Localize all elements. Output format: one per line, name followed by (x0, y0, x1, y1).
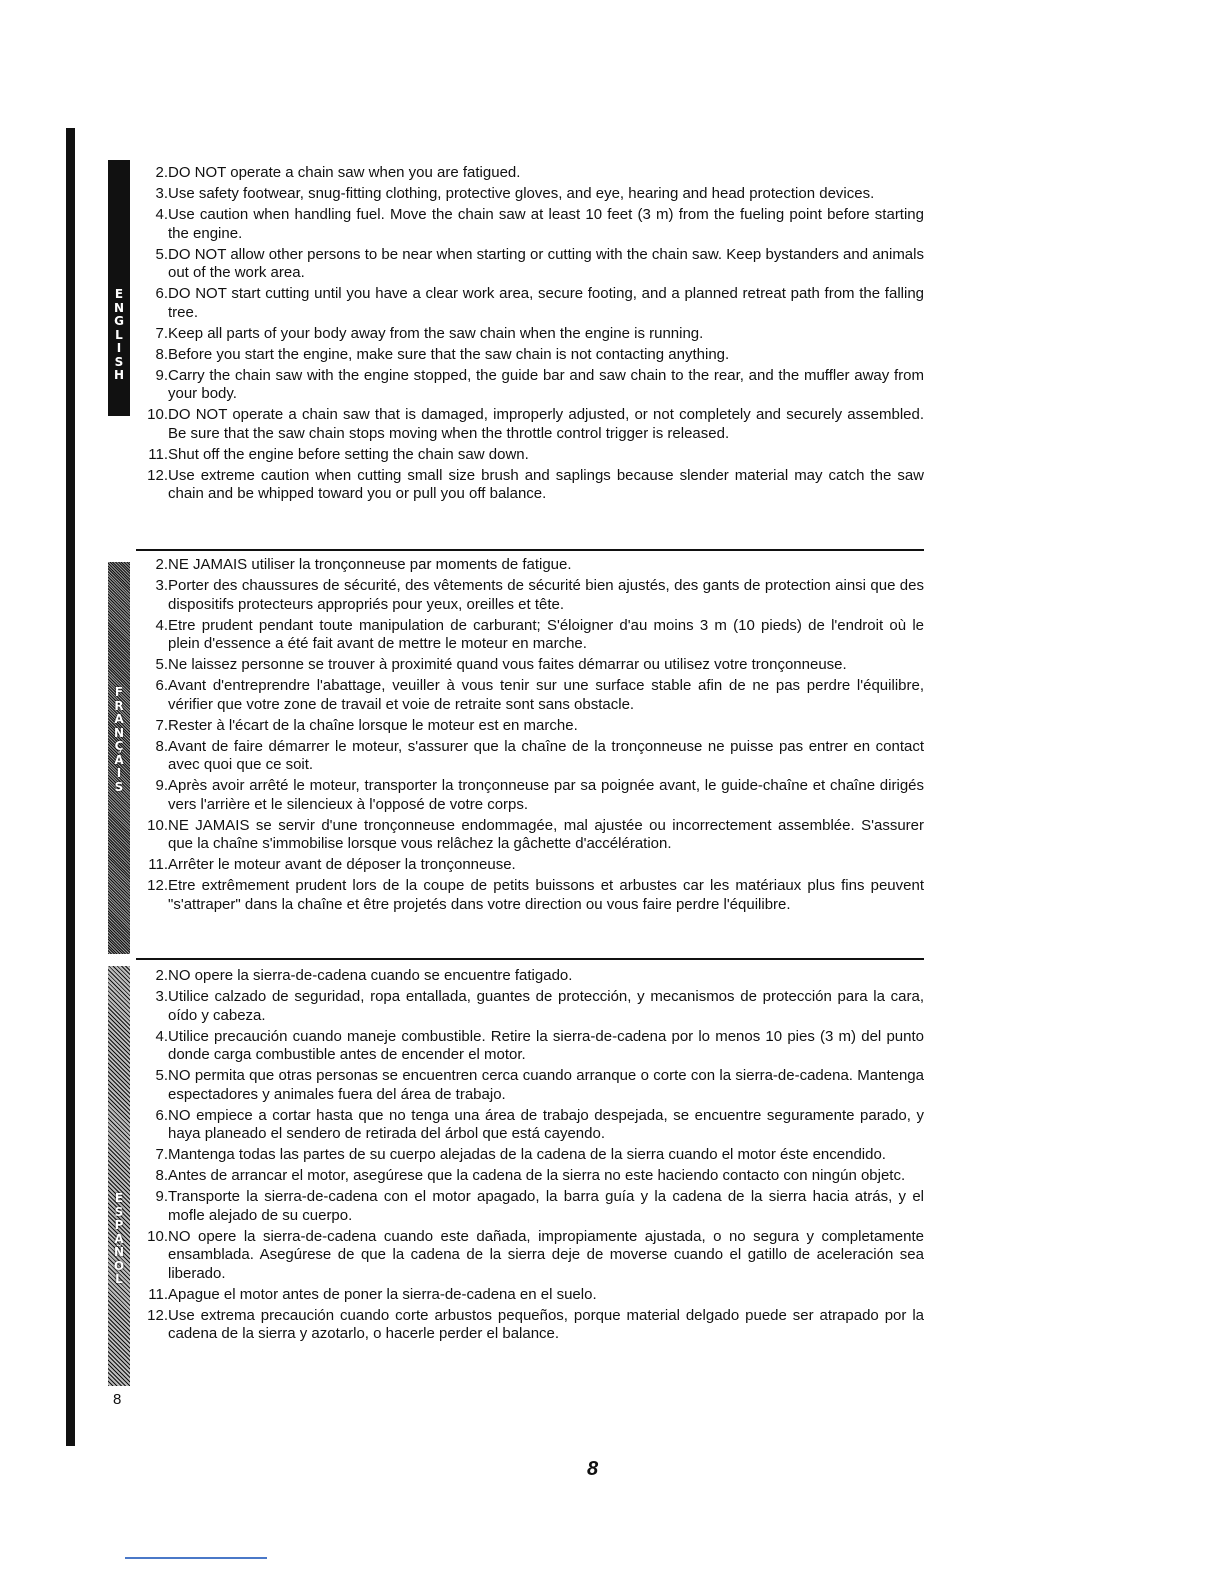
item-number (132, 185, 168, 204)
language-tab-spanish (108, 966, 130, 1386)
item-number-text: 9. (155, 777, 168, 794)
item-number-text: 2. (155, 967, 168, 984)
item-number (132, 325, 168, 344)
item-number-text: 4. (155, 616, 168, 634)
list-item (132, 738, 924, 775)
list-item (132, 406, 924, 443)
item-text: NE JAMAIS utiliser la tronçonneuse par moments de fatigue. (168, 556, 572, 573)
item-text: Use extrema precaución cuando corte arbustos pequeños, porque material delgado puede ser atrapado por la cadena de la sierra y azotarlo, o hacerle perder el balance. (168, 1306, 924, 1342)
binding-bar (66, 128, 75, 1446)
list-item (132, 206, 924, 243)
item-number-text: 4. (155, 206, 168, 223)
list-item (132, 577, 924, 614)
list-item (132, 346, 924, 365)
item-number (132, 246, 168, 283)
list-item (132, 446, 924, 465)
item-number-text: 12. (147, 466, 168, 484)
item-number (132, 285, 168, 322)
language-tab-label: E N G L I S H (113, 287, 125, 382)
item-text: Etre extrêmement prudent lors de la coupe de petits buissons et arbustes car les matériaux plus fins peuvent "s'attraper" dans la chaîne et être projetés dans votre direction ou vous faire perdre l'équilibre. (168, 877, 924, 913)
section-divider (136, 958, 924, 960)
item-number (132, 467, 168, 504)
item-number-text: 8. (155, 345, 168, 363)
item-number-text: 10. (147, 1227, 168, 1245)
item-number (132, 856, 168, 875)
item-text: Antes de arrancar el motor, asegúrese que la cadena de la sierra no este haciendo contacto con ningún objetc. (168, 1167, 906, 1184)
item-number (132, 1228, 168, 1284)
list-item (132, 1188, 924, 1225)
language-tab-french (108, 562, 130, 954)
spanish-safety-list (132, 967, 924, 1344)
list-item (132, 246, 924, 283)
list-item (132, 717, 924, 736)
item-number (132, 1028, 168, 1065)
list-item (132, 877, 924, 914)
item-number-text: 12. (147, 877, 168, 894)
item-number-text: 7. (155, 716, 168, 734)
item-text: Transporte la sierra-de-cadena con el motor apagado, la barra guía y la cadena de la sierra hacia atrás, y el mofle alejado de su cuerpo. (168, 1188, 924, 1224)
item-text: Use safety footwear, snug-fitting clothing, protective gloves, and eye, hearing and head protection devices. (168, 185, 875, 202)
item-number-text: 6. (155, 285, 168, 302)
item-text: Etre prudent pendant toute manipulation de carburant; S'éloigner d'au moins 3 m (10 pieds) de l'endroit où le plein d'essence a été fait avant de mettre le moteur en marche. (168, 616, 924, 652)
list-item (132, 617, 924, 654)
item-number-text: 11. (148, 856, 168, 873)
list-item (132, 467, 924, 504)
item-number-text: 8. (155, 1167, 168, 1184)
list-item (132, 367, 924, 404)
item-number (132, 988, 168, 1025)
item-text: NO opere la sierra-de-cadena cuando este dañada, impropiamente ajustada, o no segura y completamente ensamblada. Asegúrese de que la cadena de la sierra deje de moverse cuando el gatillo de aceleración sea liberado. (168, 1227, 924, 1282)
item-text: DO NOT operate a chain saw when you are fatigued. (168, 164, 521, 181)
french-safety-list (132, 556, 924, 914)
spanish-safety-section (132, 967, 924, 1346)
item-number (132, 406, 168, 443)
item-text: Shut off the engine before setting the chain saw down. (168, 445, 529, 463)
item-number (132, 164, 168, 183)
list-item (132, 856, 924, 875)
list-item (132, 164, 924, 183)
english-safety-section (132, 164, 924, 506)
item-number-text: 10. (147, 406, 168, 423)
item-text: Mantenga todas las partes de su cuerpo alejadas de la cadena de la sierra cuando el motor éste encendido. (168, 1146, 886, 1163)
item-text: Use extreme caution when cutting small size brush and saplings because slender material may catch the saw chain and be whipped toward you or pull you off balance. (168, 466, 924, 502)
item-number (132, 1286, 168, 1305)
item-number-text: 11. (148, 445, 168, 463)
item-text: Before you start the engine, make sure that the saw chain is not contacting anything. (168, 345, 730, 363)
item-number-text: 5. (155, 245, 168, 263)
item-text: NO empiece a cortar hasta que no tenga una área de trabajo despejada, se encuentre seguramente parado, y haya planeado el sendero de retirada del árbol que está cayendo. (168, 1106, 924, 1142)
item-number-text: 7. (155, 324, 168, 342)
list-item (132, 1286, 924, 1305)
item-number (132, 206, 168, 243)
item-text: Apague el motor antes de poner la sierra-de-cadena en el suelo. (168, 1285, 597, 1303)
list-item (132, 1167, 924, 1186)
list-item (132, 1146, 924, 1165)
item-text: DO NOT allow other persons to be near when starting or cutting with the chain saw. Keep bystanders and animals out of the work area. (168, 245, 924, 281)
item-number (132, 346, 168, 365)
item-number (132, 967, 168, 986)
list-item (132, 967, 924, 986)
item-number-text: 11. (148, 1285, 168, 1303)
section-divider (136, 549, 924, 551)
item-number-text: 10. (147, 816, 168, 834)
item-text: Ne laissez personne se trouver à proximité quand vous faites démarrar ou utilisez votre tronçonneuse. (168, 656, 847, 673)
list-item (132, 556, 924, 575)
item-number (132, 1167, 168, 1186)
item-text: NO permita que otras personas se encuentren cerca cuando arranque o corte con la sierra-de-cadena. Mantenga espectadores y animales fuera del área de trabajo. (168, 1067, 924, 1103)
item-text: DO NOT operate a chain saw that is damaged, improperly adjusted, or not completely and securely assembled. Be sure that the saw chain stops moving when the throttle control trigger is released. (168, 406, 924, 442)
list-item (132, 1067, 924, 1104)
item-text: Utilice precaución cuando maneje combustible. Retire la sierra-de-cadena por lo menos 10 pies (3 m) del punto donde carga combustible antes de encender el motor. (168, 1027, 924, 1063)
item-number (132, 556, 168, 575)
item-text: Avant de faire démarrer le moteur, s'assurer que la chaîne de la tronçonneuse ne puisse pas entrer en contact avec quoi que ce soit. (168, 737, 924, 773)
item-text: NO opere la sierra-de-cadena cuando se encuentre fatigado. (168, 967, 573, 984)
english-safety-list (132, 164, 924, 504)
item-number-text: 2. (155, 556, 168, 573)
item-number-text: 3. (155, 988, 168, 1005)
list-item (132, 1028, 924, 1065)
item-number-text: 9. (155, 366, 168, 384)
item-number (132, 777, 168, 814)
item-number (132, 1067, 168, 1104)
item-number (132, 677, 168, 714)
item-number-text: 7. (155, 1146, 168, 1163)
item-number (132, 446, 168, 465)
list-item (132, 285, 924, 322)
item-text: Avant d'entreprendre l'abattage, veuiller à vous tenir sur une surface stable afin de ne pas perdre l'équilibre, vérifier que votre zone de travail et voie de retraite sont sans obstacle. (168, 677, 924, 713)
page-number: 8 (587, 1458, 599, 1480)
item-number (132, 656, 168, 675)
item-text: Arrêter le moteur avant de déposer la tronçonneuse. (168, 856, 516, 873)
list-item (132, 817, 924, 854)
item-number-text: 12. (147, 1306, 168, 1324)
list-item (132, 1228, 924, 1284)
item-text: Après avoir arrêté le moteur, transporter la tronçonneuse par sa poignée avant, le guide-chaîne et chaîne dirigés vers l'arrière et le silencieux à l'opposé de votre corps. (168, 777, 924, 813)
list-item (132, 185, 924, 204)
item-number-text: 8. (155, 737, 168, 755)
list-item (132, 325, 924, 344)
item-text: Rester à l'écart de la chaîne lorsque le moteur est en marche. (168, 716, 578, 734)
list-item (132, 988, 924, 1025)
item-number (132, 877, 168, 914)
language-tab-english (108, 160, 130, 416)
item-number (132, 717, 168, 736)
item-number (132, 367, 168, 404)
item-text: Carry the chain saw with the engine stopped, the guide bar and saw chain to the rear, and the muffler away from your body. (168, 366, 924, 402)
footer-rule (125, 1557, 267, 1559)
item-number-text: 6. (155, 677, 168, 694)
language-tab-label: E S P A Ñ O L (113, 1191, 125, 1286)
item-text: DO NOT start cutting until you have a clear work area, secure footing, and a planned retreat path from the falling tree. (168, 285, 924, 321)
item-text: Porter des chaussures de sécurité, des vêtements de sécurité bien ajustés, des gants de protection ainsi que des dispositifs protecteurs appropriés pour yeux, oreilles et tête. (168, 577, 924, 613)
list-item (132, 656, 924, 675)
item-number (132, 1107, 168, 1144)
french-safety-section (132, 556, 924, 917)
list-item (132, 1107, 924, 1144)
item-number-text: 2. (155, 164, 168, 181)
item-number-text: 5. (155, 1067, 168, 1084)
list-item (132, 677, 924, 714)
item-number-text: 3. (155, 185, 168, 202)
item-number (132, 617, 168, 654)
item-text: Use caution when handling fuel. Move the chain saw at least 10 feet (3 m) from the fueling point before starting the engine. (168, 206, 924, 242)
item-number (132, 1307, 168, 1344)
language-tab-label: F R A N Ç A I S (113, 685, 125, 794)
item-number (132, 817, 168, 854)
item-number-text: 9. (155, 1188, 168, 1205)
item-text: Keep all parts of your body away from the saw chain when the engine is running. (168, 324, 704, 342)
item-text: NE JAMAIS se servir d'une tronçonneuse endommagée, mal ajustée ou incorrectement assemblée. S'assurer que la chaîne s'immobilise lorsque vous relâchez la gâchette d'accélération. (168, 816, 924, 852)
item-number-text: 5. (155, 656, 168, 673)
item-number (132, 738, 168, 775)
item-text: Utilice calzado de seguridad, ropa entallada, guantes de protección, y mecanismos de protección para la cara, oído y cabeza. (168, 988, 924, 1024)
side-page-number: 8 (113, 1391, 122, 1408)
item-number-text: 3. (155, 577, 168, 594)
item-number-text: 6. (155, 1106, 168, 1124)
item-number (132, 1188, 168, 1225)
item-number-text: 4. (155, 1027, 168, 1045)
item-number (132, 1146, 168, 1165)
list-item (132, 777, 924, 814)
item-number (132, 577, 168, 614)
list-item (132, 1307, 924, 1344)
